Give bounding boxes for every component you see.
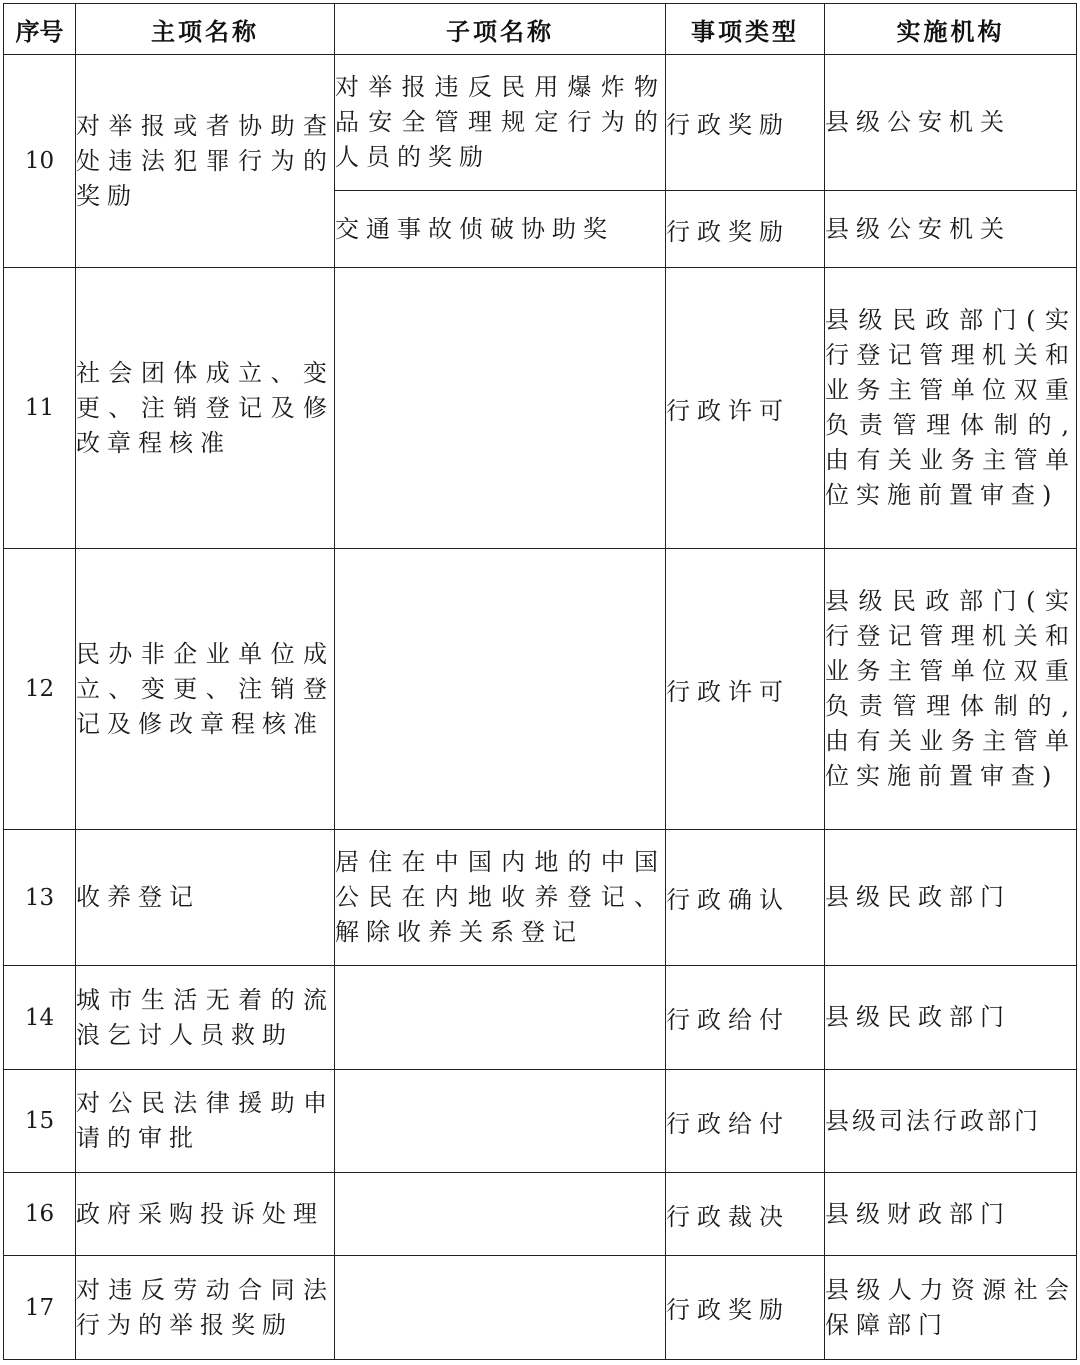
row-sub-item: [335, 1256, 666, 1360]
table-row: [4, 268, 1077, 549]
row-agency: 县级民政部门: [825, 830, 1077, 966]
row-sub-item: [335, 966, 666, 1070]
header-sub-item: 子项名称: [335, 4, 666, 55]
row-sub-item: 居住在中国内地的中国公民在内地收养登记、解除收养关系登记: [335, 830, 666, 966]
row-seq: 16: [4, 1173, 76, 1256]
row-seq: 12: [4, 549, 76, 830]
header-main-item: 主项名称: [76, 4, 335, 55]
row-agency: 县级民政部门(实行登记管理机关和业务主管单位双重负责管理体制的,由有关业务主管单位实施前置审查): [825, 268, 1077, 549]
row-seq: 14: [4, 966, 76, 1070]
row-seq: 10: [4, 55, 76, 268]
table-row: [4, 1173, 1077, 1256]
header-type: 事项类型: [666, 4, 825, 55]
row-sub-item: [335, 549, 666, 830]
header-agency: 实施机构: [825, 4, 1077, 55]
row-main-item: 政府采购投诉处理: [76, 1173, 335, 1256]
row-main-item: 社会团体成立、变更、注销登记及修改章程核准: [76, 268, 335, 549]
row-sub-item: [335, 268, 666, 549]
row-main-item: 民办非企业单位成立、变更、注销登记及修改章程核准: [76, 549, 335, 830]
table-row: [4, 1070, 1077, 1173]
header-row: [4, 4, 1077, 55]
row-main-item: 对举报或者协助查处违法犯罪行为的奖励: [76, 55, 335, 268]
row-sub-item: 对举报违反民用爆炸物品安全管理规定行为的人员的奖励: [335, 55, 666, 191]
row-main-item: 对公民法律援助申请的审批: [76, 1070, 335, 1173]
row-type: 行政奖励: [666, 55, 825, 191]
row-type: 行政裁决: [666, 1173, 825, 1256]
table-row: [4, 549, 1077, 830]
table-row: [4, 1256, 1077, 1360]
row-sub-item: [335, 1173, 666, 1256]
row-seq: 13: [4, 830, 76, 966]
row-seq: 15: [4, 1070, 76, 1173]
row-type: 行政给付: [666, 966, 825, 1070]
row-seq: 17: [4, 1256, 76, 1360]
row-type: 行政奖励: [666, 1256, 825, 1360]
row-main-item: 收养登记: [76, 830, 335, 966]
table-row: [4, 966, 1077, 1070]
row-agency: 县级公安机关: [825, 55, 1077, 191]
row-type: 行政许可: [666, 268, 825, 549]
row-agency: 县级人力资源社会保障部门: [825, 1256, 1077, 1360]
row-agency: 县级财政部门: [825, 1173, 1077, 1256]
row-main-item: 城市生活无着的流浪乞讨人员救助: [76, 966, 335, 1070]
row-sub-item: [335, 1070, 666, 1173]
row-agency: 县级司法行政部门: [825, 1070, 1077, 1173]
row-type: 行政许可: [666, 549, 825, 830]
row-main-item: 对违反劳动合同法行为的举报奖励: [76, 1256, 335, 1360]
row-sub-item: 交通事故侦破协助奖: [335, 191, 666, 268]
table-row: [4, 830, 1077, 966]
row-agency: 县级民政部门: [825, 966, 1077, 1070]
row-type: 行政给付: [666, 1070, 825, 1173]
row-type: 行政奖励: [666, 191, 825, 268]
header-seq: 序号: [4, 4, 76, 55]
row-type: 行政确认: [666, 830, 825, 966]
row-seq: 11: [4, 268, 76, 549]
row-agency: 县级民政部门(实行登记管理机关和业务主管单位双重负责管理体制的,由有关业务主管单位实施前置审查): [825, 549, 1077, 830]
items-table: [3, 3, 1077, 1360]
table-row: [4, 55, 1077, 191]
row-agency: 县级公安机关: [825, 191, 1077, 268]
